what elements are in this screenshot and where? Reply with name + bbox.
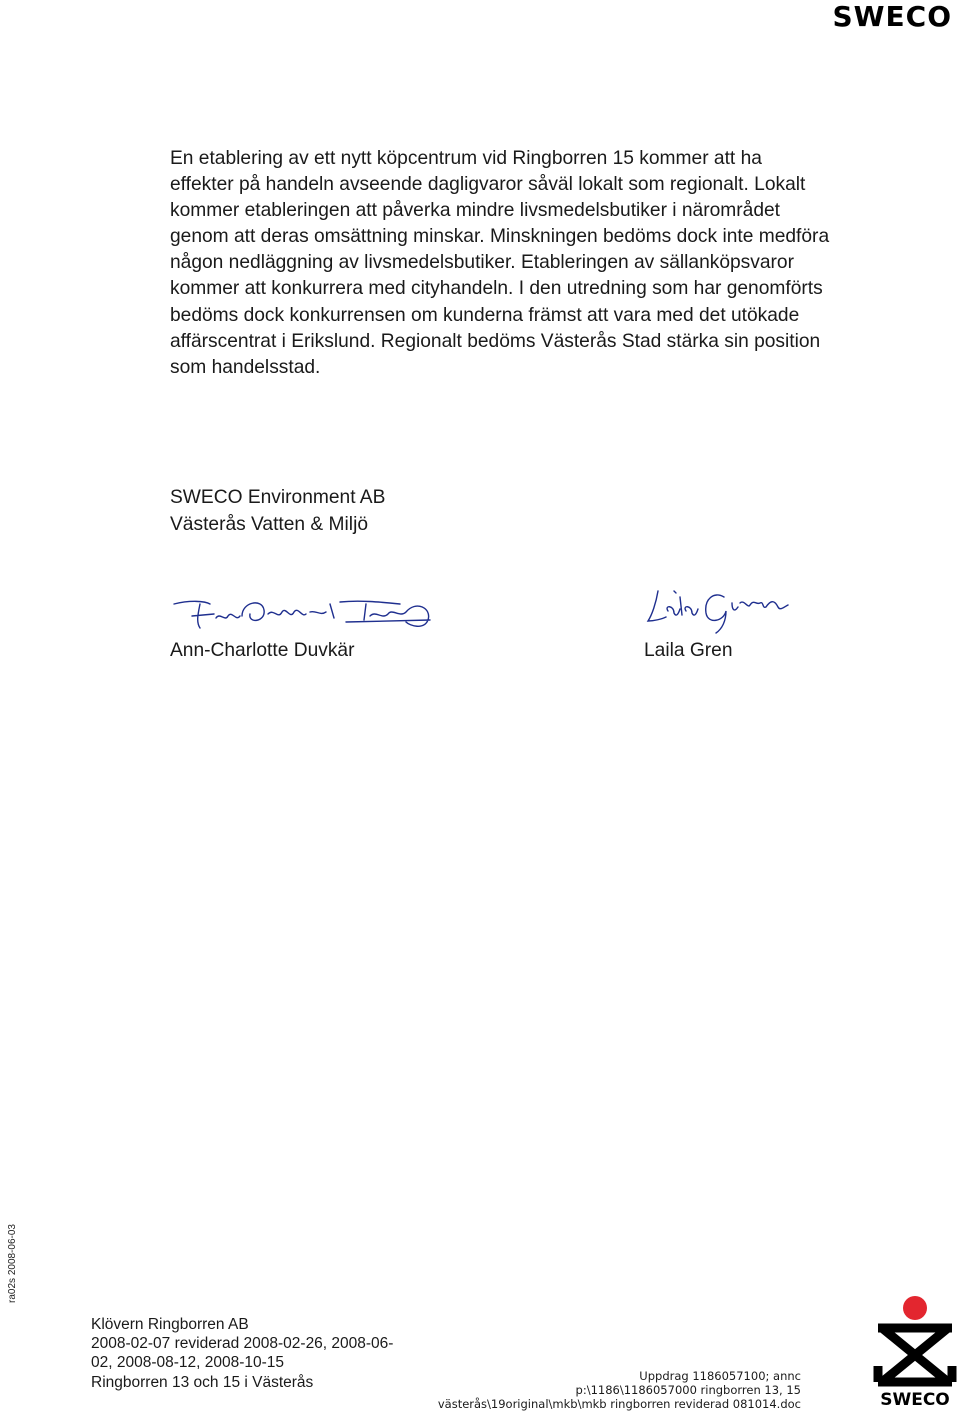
footer-right-line: västerås\19original\mkb\mkb ringborren reviderad 081014.doc [437,1397,801,1411]
footer-left-line: 2008-02-07 reviderad 2008-02-26, 2008-06- [91,1335,394,1353]
signatory-name-right: Laila Gren [644,640,733,661]
body-paragraph: En etablering av ett nytt köpcentrum vid Ringborren 15 kommer att ha effekter på handeln avseende dagligvaror såväl lokalt som regionalt. Lokalt kommer etableringen att påverka mindre livsmedelsbutiker i närområdet genom att deras omsättning minskar. Minskningen bedöms dock inte medföra någon nedläggning av livsmedelsbutiker. Etableringen av sällanköpsvaror kommer att konkurrera med cityhandeln. I den utredning som har genomförts bedöms dock konkurrensen om kunderna främst att vara med det utökade affärscentrat i Erikslund. Regionalt bedöms Västerås Stad stärka sin position som handelsstad. [170,148,830,378]
company-block [170,485,385,538]
footer-left-line: 02, 2008-08-12, 2008-10-15 [91,1354,285,1372]
company-division: Västerås Vatten & Miljö [170,513,369,535]
footer-right-line: Uppdrag 1186057100; annc [639,1369,801,1383]
signatory-name-left: Ann-Charlotte Duvkär [170,640,355,661]
sweco-logo-header: SWECO [832,0,952,33]
signature-laila-gren [644,585,794,637]
footer-right-line: p:\1186\1186057000 ringborren 13, 15 [575,1383,801,1397]
signature-ann-charlotte [170,592,435,637]
sweco-logo-footer [872,1294,958,1408]
footer-file-info [438,1369,801,1411]
footer-client-info [91,1315,431,1392]
document-template-code: ra02s 2008-06-03 [6,1224,18,1303]
footer-left-line: Klövern Ringborren AB [91,1316,249,1333]
logo-mark [878,1328,952,1382]
logo-wordmark: SWECO [880,1390,950,1408]
footer-left-line: Ringborren 13 och 15 i Västerås [91,1373,314,1391]
company-name: SWECO Environment AB [170,487,386,508]
logo-red-dot [903,1296,927,1320]
